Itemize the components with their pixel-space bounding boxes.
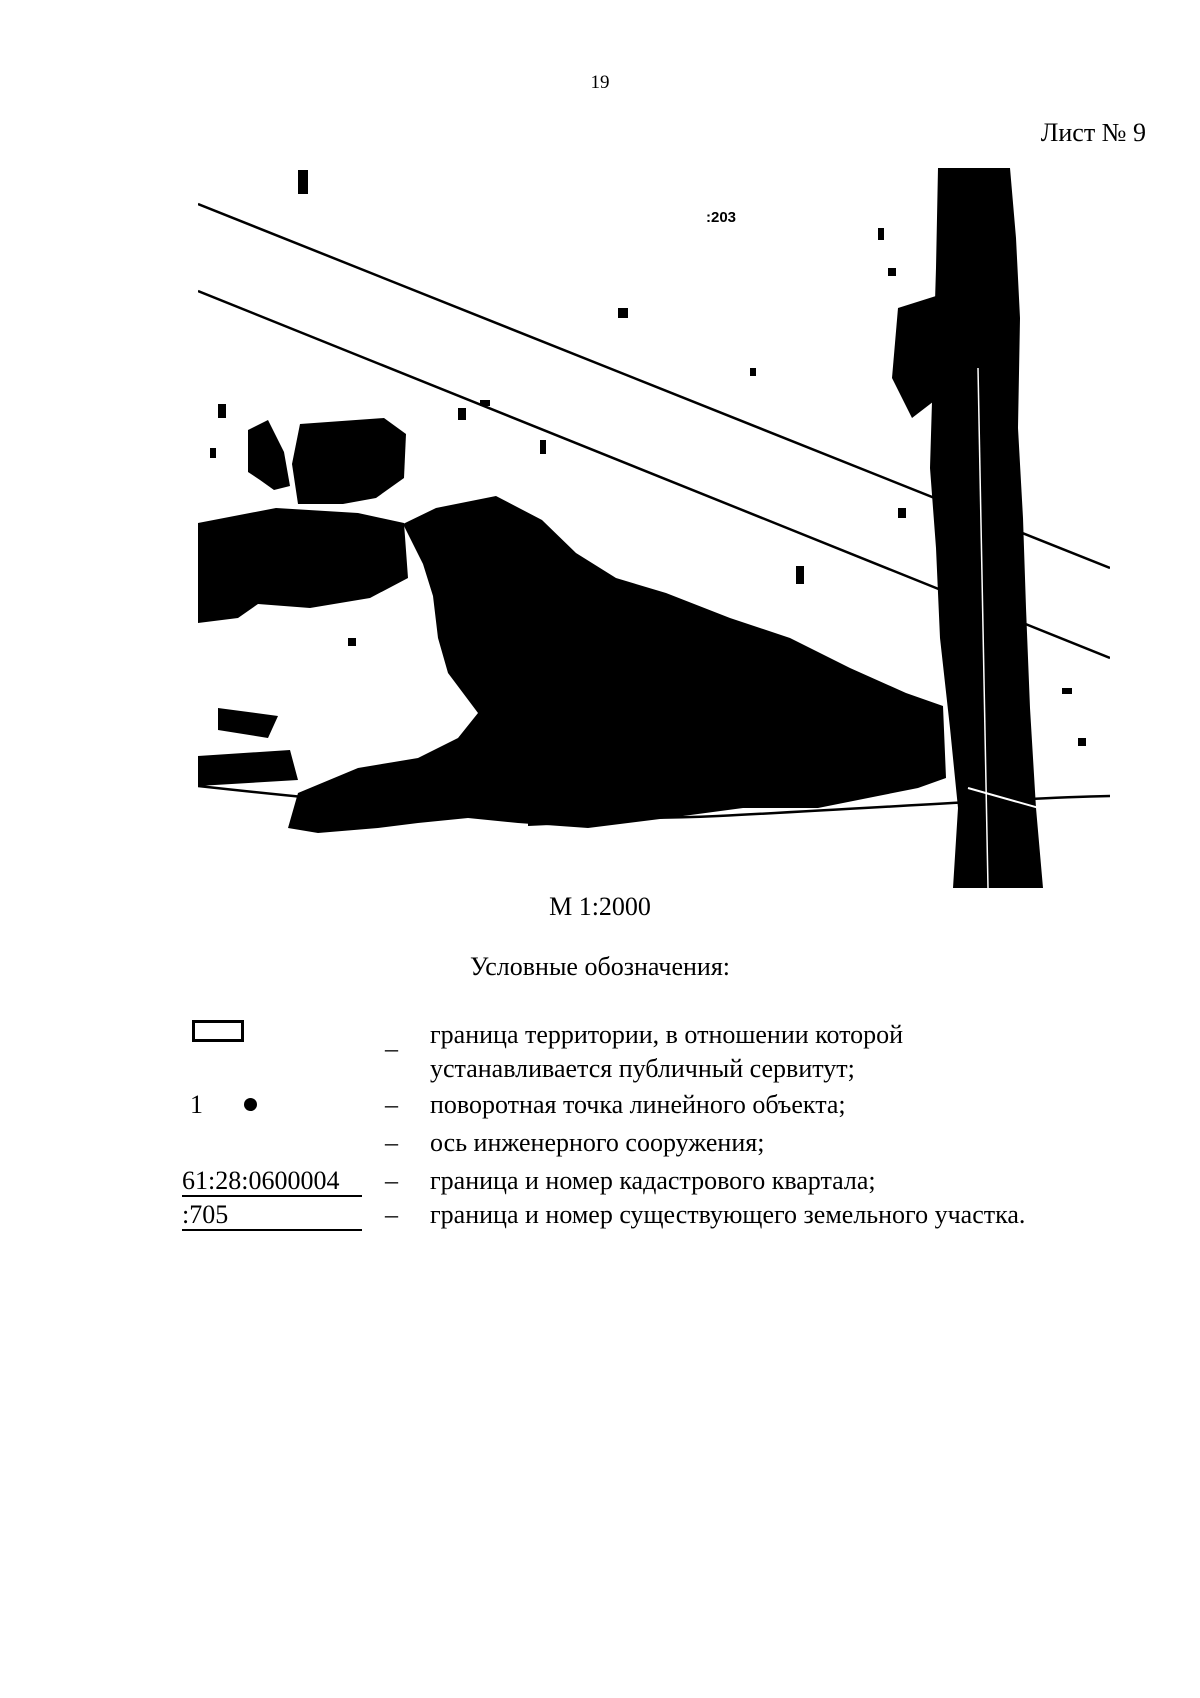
legend-dash: – xyxy=(385,1200,398,1229)
sheet-label: Лист № 9 xyxy=(1040,118,1146,147)
legend-item-land-parcel xyxy=(180,1198,1140,1232)
legend-dash: – xyxy=(385,1034,398,1063)
boundary-rectangle-icon xyxy=(192,1020,244,1042)
legend-item-axis xyxy=(180,1126,1140,1160)
legend-item-servitude-boundary xyxy=(180,1018,1140,1083)
legend-dash: – xyxy=(385,1128,398,1157)
legend-text: граница и номер кадастрового квартала; xyxy=(430,1166,876,1195)
legend-dash: – xyxy=(385,1166,398,1195)
map-drawing xyxy=(198,168,1110,888)
map-scale: М 1:2000 xyxy=(549,892,651,921)
cadastral-quarter-number: 61:28:0600004 xyxy=(182,1166,340,1195)
legend-symbol xyxy=(180,1018,370,1052)
page-number: 19 xyxy=(590,72,610,93)
turning-point-number: 1 xyxy=(190,1090,203,1119)
legend-symbol xyxy=(180,1198,370,1232)
legend-title: Условные обозначения: xyxy=(469,952,731,981)
map-image xyxy=(198,168,1110,888)
legend-dash: – xyxy=(385,1090,398,1119)
cadastral-quarter-underline xyxy=(182,1195,362,1197)
legend-text: устанавливается публичный сервитут; xyxy=(430,1054,855,1083)
land-parcel-number: :705 xyxy=(182,1200,229,1229)
legend-text: граница территории, в отношении которой xyxy=(430,1020,904,1049)
legend-item-turning-point xyxy=(180,1088,1140,1122)
legend-text: поворотная точка линейного объекта; xyxy=(430,1090,846,1119)
legend-item-cadastral-quarter xyxy=(180,1164,1140,1198)
dark-map-area xyxy=(198,168,1043,888)
legend-text: граница и номер существующего земельного участка. xyxy=(430,1200,1026,1229)
turning-point-dot-icon xyxy=(244,1098,257,1111)
map-plot-label: :203 xyxy=(706,209,737,226)
land-parcel-underline xyxy=(182,1229,362,1231)
legend-symbol xyxy=(180,1164,370,1198)
legend-symbol xyxy=(180,1088,370,1122)
legend-text: ось инженерного сооружения; xyxy=(430,1128,765,1157)
legend-symbol xyxy=(180,1126,370,1160)
